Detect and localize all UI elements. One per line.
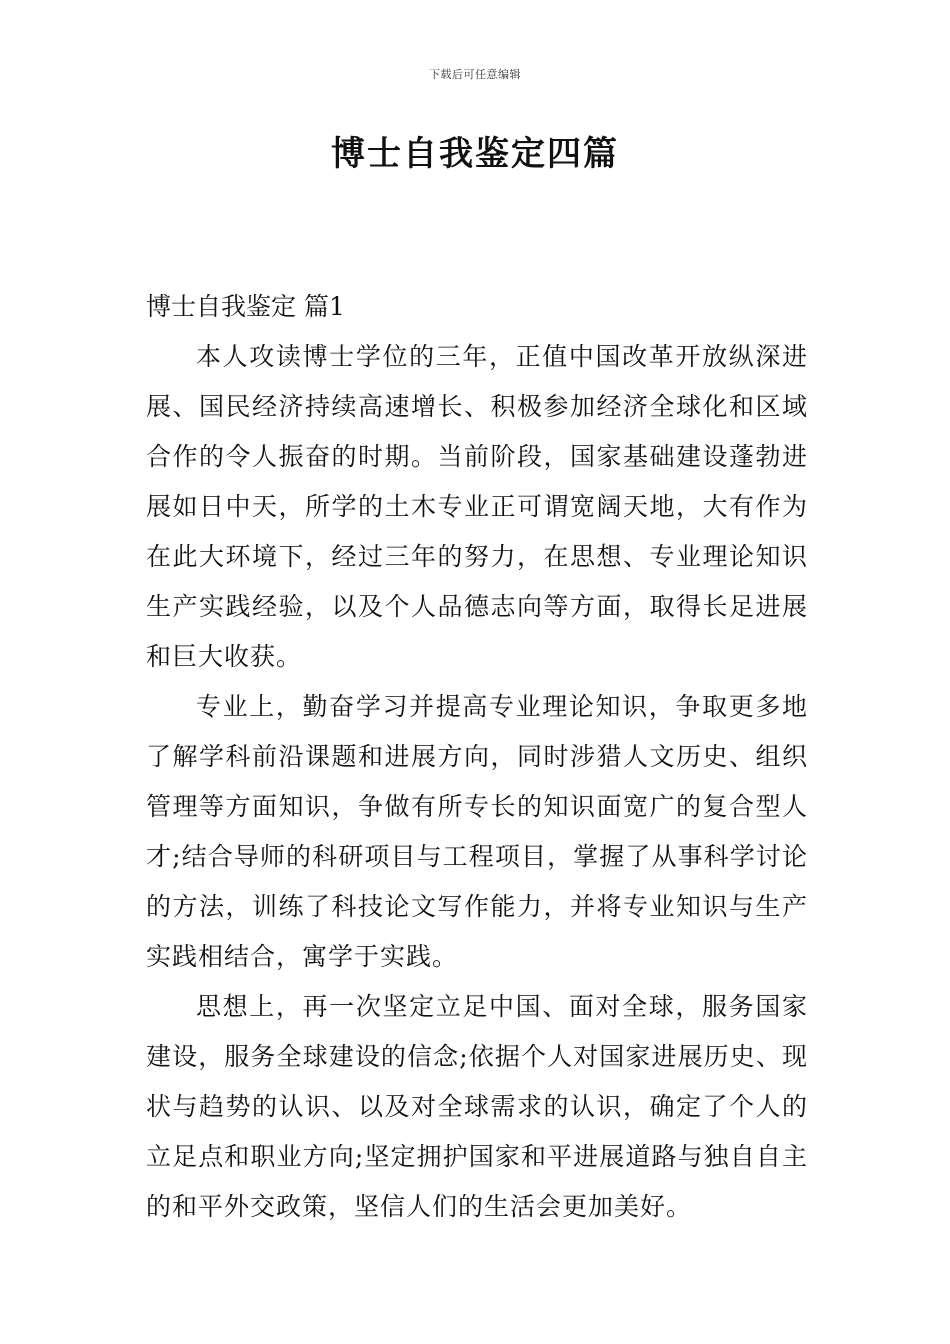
paragraph: 本人攻读博士学位的三年，正值中国改革开放纵深进展、国民经济持续高速增长、积极参加经济全球化和区域合作的令人振奋的时期。当前阶段，国家基础建设蓬勃进展如日中天，所学的土木专业正可谓宽阔天地，大有作为在此大环境下，经过三年的努力，在思想、专业理论知识 生产实践经验，以及个人品德志向等方面，取得长足进展和巨大收获。 bbox=[146, 342, 808, 671]
header-note: 下载后可任意编辑 bbox=[429, 68, 521, 81]
document-body bbox=[146, 282, 808, 1232]
paragraph: 思想上，再一次坚定立足中国、面对全球，服务国家建设，服务全球建设的信念;依据个人对国家进展历史、现状与趋势的认识、以及对全球需求的认识，确定了个人的立足点和职业方向;坚定拥护国家和平进展道路与独自自主的和平外交政策，坚信人们的生活会更加美好。 bbox=[146, 992, 808, 1221]
document-title: 博士自我鉴定四篇 bbox=[331, 134, 619, 174]
paragraph: 专业上，勤奋学习并提高专业理论知识，争取更多地了解学科前沿课题和进展方向，同时涉猎人文历史、组织管理等方面知识，争做有所专长的知识面宽广的复合型人才;结合导师的科研项目与工程项目，掌握了从事科学讨论的方法，训练了科技论文写作能力，并将专业知识与生产实践相结合，寓学于实践。 bbox=[146, 692, 808, 971]
section-heading: 博士自我鉴定 篇1 bbox=[146, 292, 345, 321]
